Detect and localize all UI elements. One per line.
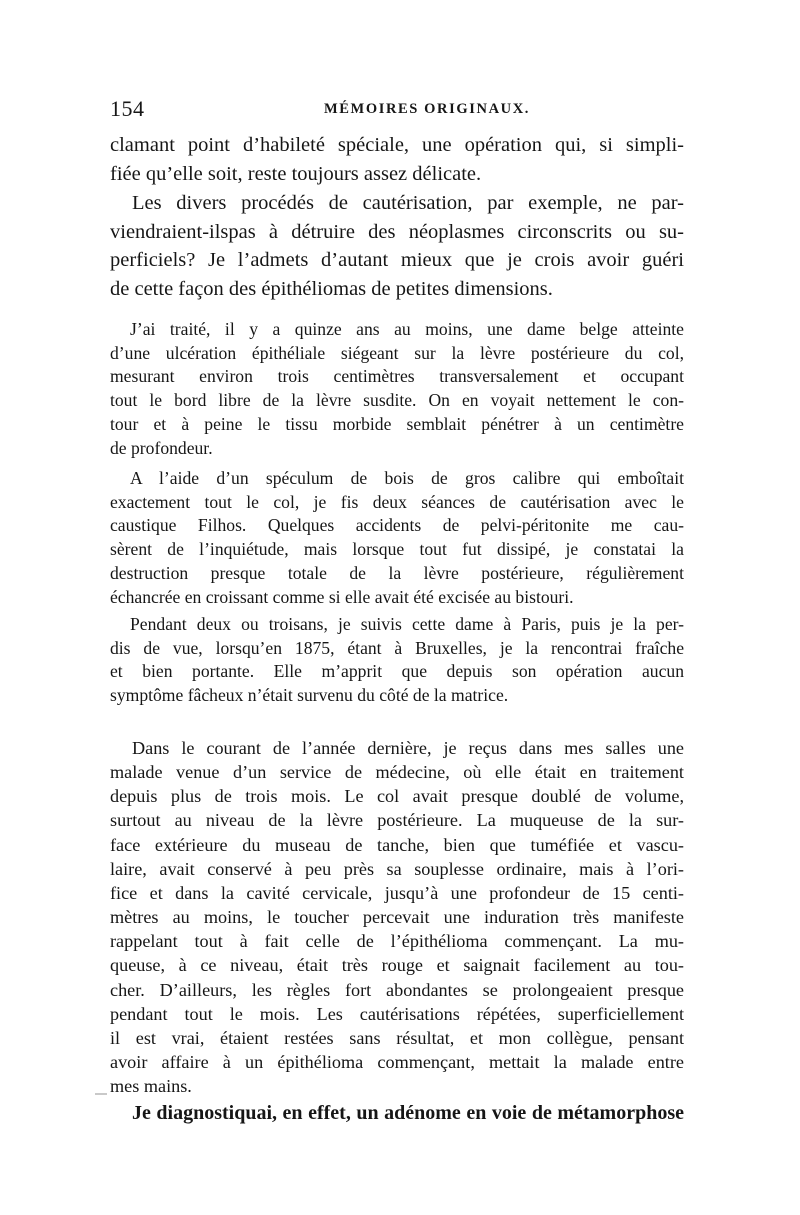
text-line: surtout au niveau de la lèvre postérieure. La muqueuse de la sur- (110, 810, 684, 831)
text-line: tour et à peine le tissu morbide semblait pénétrer à un centimètre (110, 413, 684, 434)
text-line: exactement tout le col, je fis deux séances de cautérisation avec le (110, 491, 684, 512)
text-line: de cette façon des épithéliomas de petites dimensions. (110, 277, 553, 300)
case1-outcome-paragraph (110, 613, 684, 708)
text-line: destruction presque totale de la lèvre postérieure, régulièrement (110, 562, 684, 583)
text-line: tout le bord libre de la lèvre susdite. On en voyait nettement le con- (110, 390, 684, 411)
text-line: laire, avait conservé à peu près sa souplesse ordinaire, mais à l’ori- (110, 858, 684, 879)
text-line: depuis plus de trois mois. Le col avait presque doublé de volume, (110, 786, 684, 807)
text-line: queuse, à ce niveau, était très rouge et saignait facilement au tou- (110, 955, 684, 976)
text-line: cher. D’ailleurs, les règles fort abondantes se prolongeaient presque (110, 979, 684, 1000)
text-line: fice et dans la cavité cervicale, jusqu’à une profondeur de 15 centi- (110, 882, 684, 903)
text-line: avoir affaire à un épithélioma commençant, mettait la malade entre (110, 1052, 684, 1073)
text-line: symptôme fâcheux n’était survenu du côté de la matrice. (110, 685, 509, 706)
text-line: mesurant environ trois centimètres transversalement et occupant (110, 366, 684, 387)
text-line: malade venue d’un service de médecine, où elle était en traitement (110, 762, 684, 783)
text-line: Je diagnostiquai, en effet, un adénome en voie de métamorphose (132, 1102, 684, 1124)
cauterisation-paragraph (110, 189, 684, 303)
running-title: MÉMOIRES ORIGINAUX. (323, 101, 531, 117)
text-line: viendraient-ilspas à détruire des néoplasmes circonscrits ou su- (110, 220, 684, 243)
text-line: face extérieure du museau de tanche, bien que tuméfiée et vascu- (110, 834, 684, 855)
text-line: et bien portante. Elle m’apprit que depuis son opération aucun (110, 661, 684, 682)
text-line: Dans le courant de l’année dernière, je reçus dans mes salles une (132, 738, 684, 758)
text-line: il est vrai, étaient restées sans résultat, et mon collègue, pensant (110, 1027, 684, 1048)
text-line: caustique Filhos. Quelques accidents de pelvi-péritonite me cau- (110, 515, 684, 536)
text-line: dis de vue, lorsqu’en 1875, étant à Bruxelles, je la rencontrai fraîche (110, 637, 684, 658)
text-line: de profondeur. (110, 437, 213, 458)
text-line: J’ai traité, il y a quinze ans au moins, une dame belge atteinte (130, 319, 684, 339)
text-line: Les divers procédés de cautérisation, par exemple, ne par- (132, 192, 684, 214)
text-line: Pendant deux ou troisans, je suivis cette dame à Paris, puis je la per- (130, 614, 684, 634)
text-line: mètres au moins, le toucher percevait une induration très manifeste (110, 907, 684, 928)
text-line: A l’aide d’un spéculum de bois de gros calibre qui emboîtait (130, 468, 684, 488)
case1-treatment-paragraph (110, 467, 684, 609)
text-line: sèrent de l’inquiétude, mais lorsque tout fut dissipé, je constatai la (110, 539, 684, 560)
case1-paragraph (110, 318, 684, 460)
text-line: mes mains. (110, 1076, 192, 1097)
diagnosis-paragraph (110, 1102, 684, 1125)
intro-paragraph (110, 131, 684, 188)
print-smudge (95, 1093, 107, 1095)
text-line: clamant point d’habileté spéciale, une opération qui, si simpli- (110, 134, 684, 156)
text-line: échancrée en croissant comme si elle avait été excisée au bistouri. (110, 586, 574, 607)
page-header (110, 96, 684, 126)
page-number: 154 (110, 96, 145, 121)
text-line: pendant tout le mois. Les cautérisations répétées, superficiellement (110, 1003, 684, 1024)
text-line: fiée qu’elle soit, reste toujours assez délicate. (110, 162, 482, 185)
text-line: d’une ulcération épithéliale siégeant sur la lèvre postérieure du col, (110, 342, 684, 363)
text-line: perficiels? Je l’admets d’autant mieux que je crois avoir guéri (110, 249, 684, 272)
text-line: rappelant tout à fait celle de l’épithélioma commençant. La mu- (110, 931, 684, 952)
case2-paragraph (110, 736, 684, 1098)
